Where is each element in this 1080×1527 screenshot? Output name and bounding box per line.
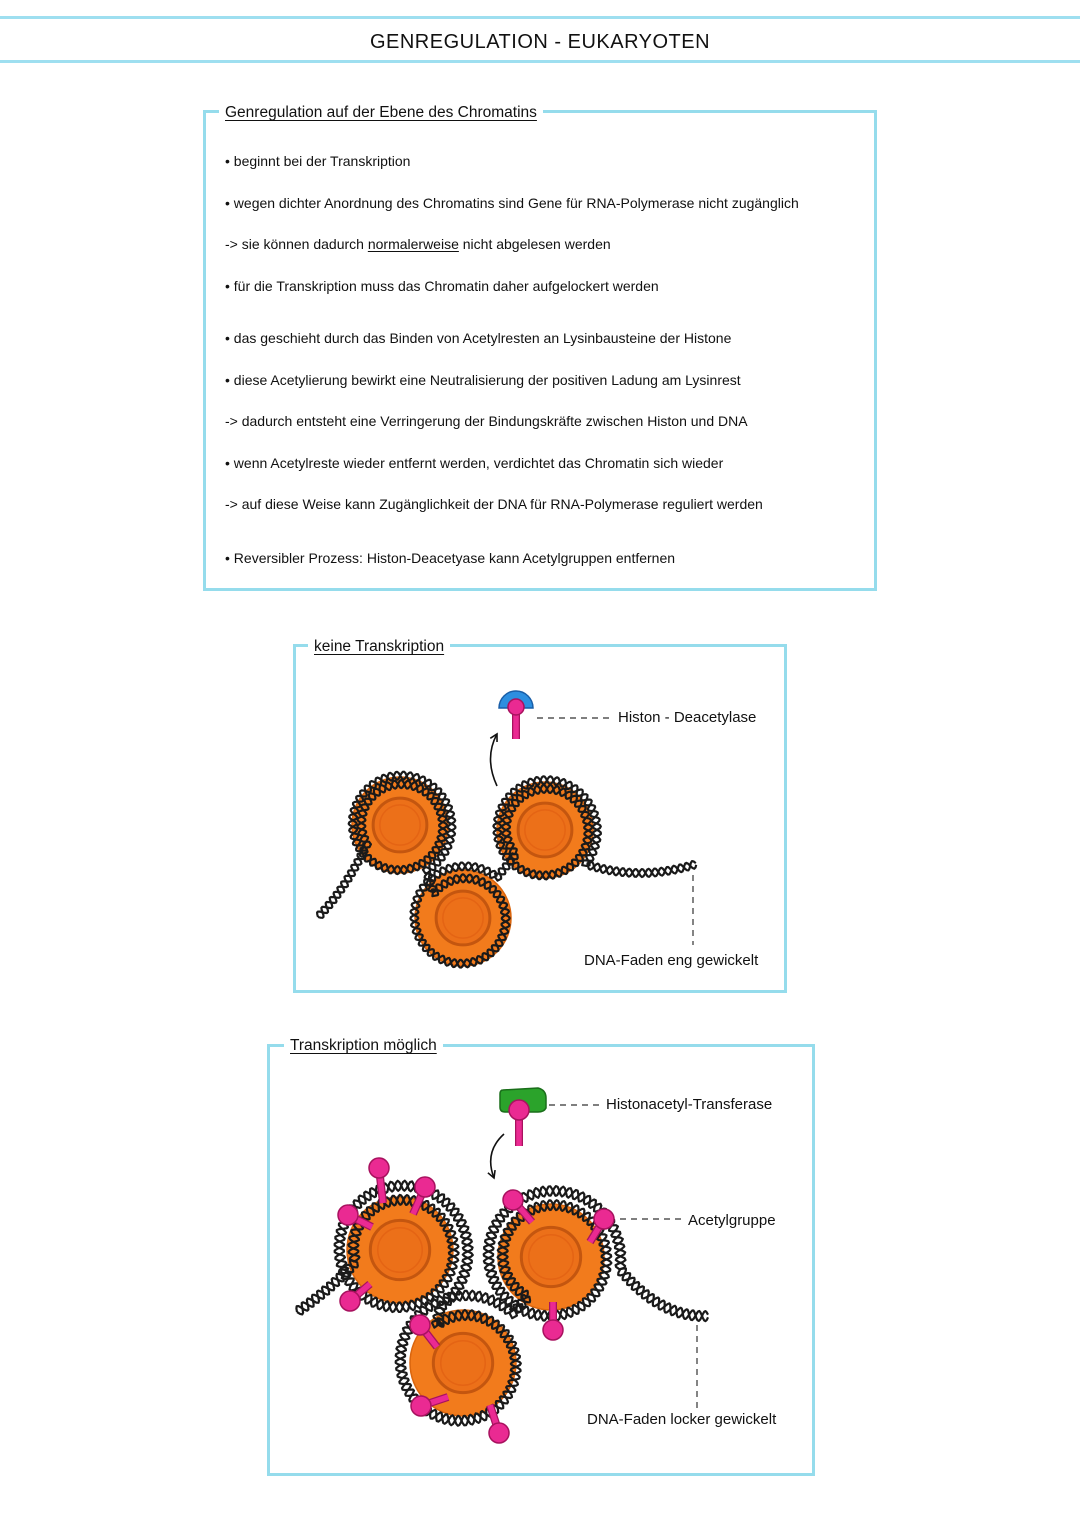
page-title: GENREGULATION - EUKARYOTEN: [369, 31, 711, 53]
dna-loose-label: DNA-Faden locker gewickelt: [587, 1411, 777, 1428]
list-item: -> auf diese Weise kann Zugänglichkeit der DNA für RNA-Polymerase reguliert werden: [225, 496, 763, 512]
list-item: • Reversibler Prozess: Histon-Deacetyase kann Acetylgruppen entfernen: [225, 550, 676, 566]
list-item-text: -> sie können dadurch: [225, 236, 368, 252]
list-item: [225, 234, 611, 254]
list-item: • das geschieht durch das Binden von Acetylresten an Lysinbausteine der Histone: [225, 330, 732, 346]
acetyl-group-label: Acetylgruppe: [688, 1212, 776, 1229]
deacetylase-label: Histon - Deacetylase: [618, 709, 757, 726]
list-item: • wegen dichter Anordnung des Chromatins sind Gene für RNA-Polymerase nicht zugänglich: [225, 195, 799, 211]
header-rule-bottom: [0, 60, 1080, 63]
chromatin-box-title: Genregulation auf der Ebene des Chromatins: [219, 103, 543, 123]
closed-chromatin-box: [293, 644, 787, 993]
list-item: • wenn Acetylreste wieder entfernt werden, verdichtet das Chromatin sich wieder: [225, 455, 724, 471]
list-item-text: nicht abgelesen werden: [458, 236, 611, 252]
list-item: • beginnt bei der Transkription: [225, 153, 411, 169]
list-item-underlined-word: normalerweise: [367, 236, 459, 252]
list-item: -> dadurch entsteht eine Verringerung der Bindungskräfte zwischen Histon und DNA: [225, 413, 748, 429]
list-item: • diese Acetylierung bewirkt eine Neutralisierung der positiven Ladung am Lysinrest: [225, 372, 741, 388]
transferase-label: Histonacetyl-Transferase: [606, 1096, 773, 1113]
open-chromatin-title: Transkription möglich: [284, 1036, 443, 1056]
closed-chromatin-title: keine Transkription: [308, 637, 450, 657]
list-item: • für die Transkription muss das Chromatin daher aufgelockert werden: [225, 278, 659, 294]
chromatin-info-box: [203, 110, 877, 591]
dna-tight-label: DNA-Faden eng gewickelt: [584, 952, 759, 969]
header-rule-top: [0, 16, 1080, 19]
